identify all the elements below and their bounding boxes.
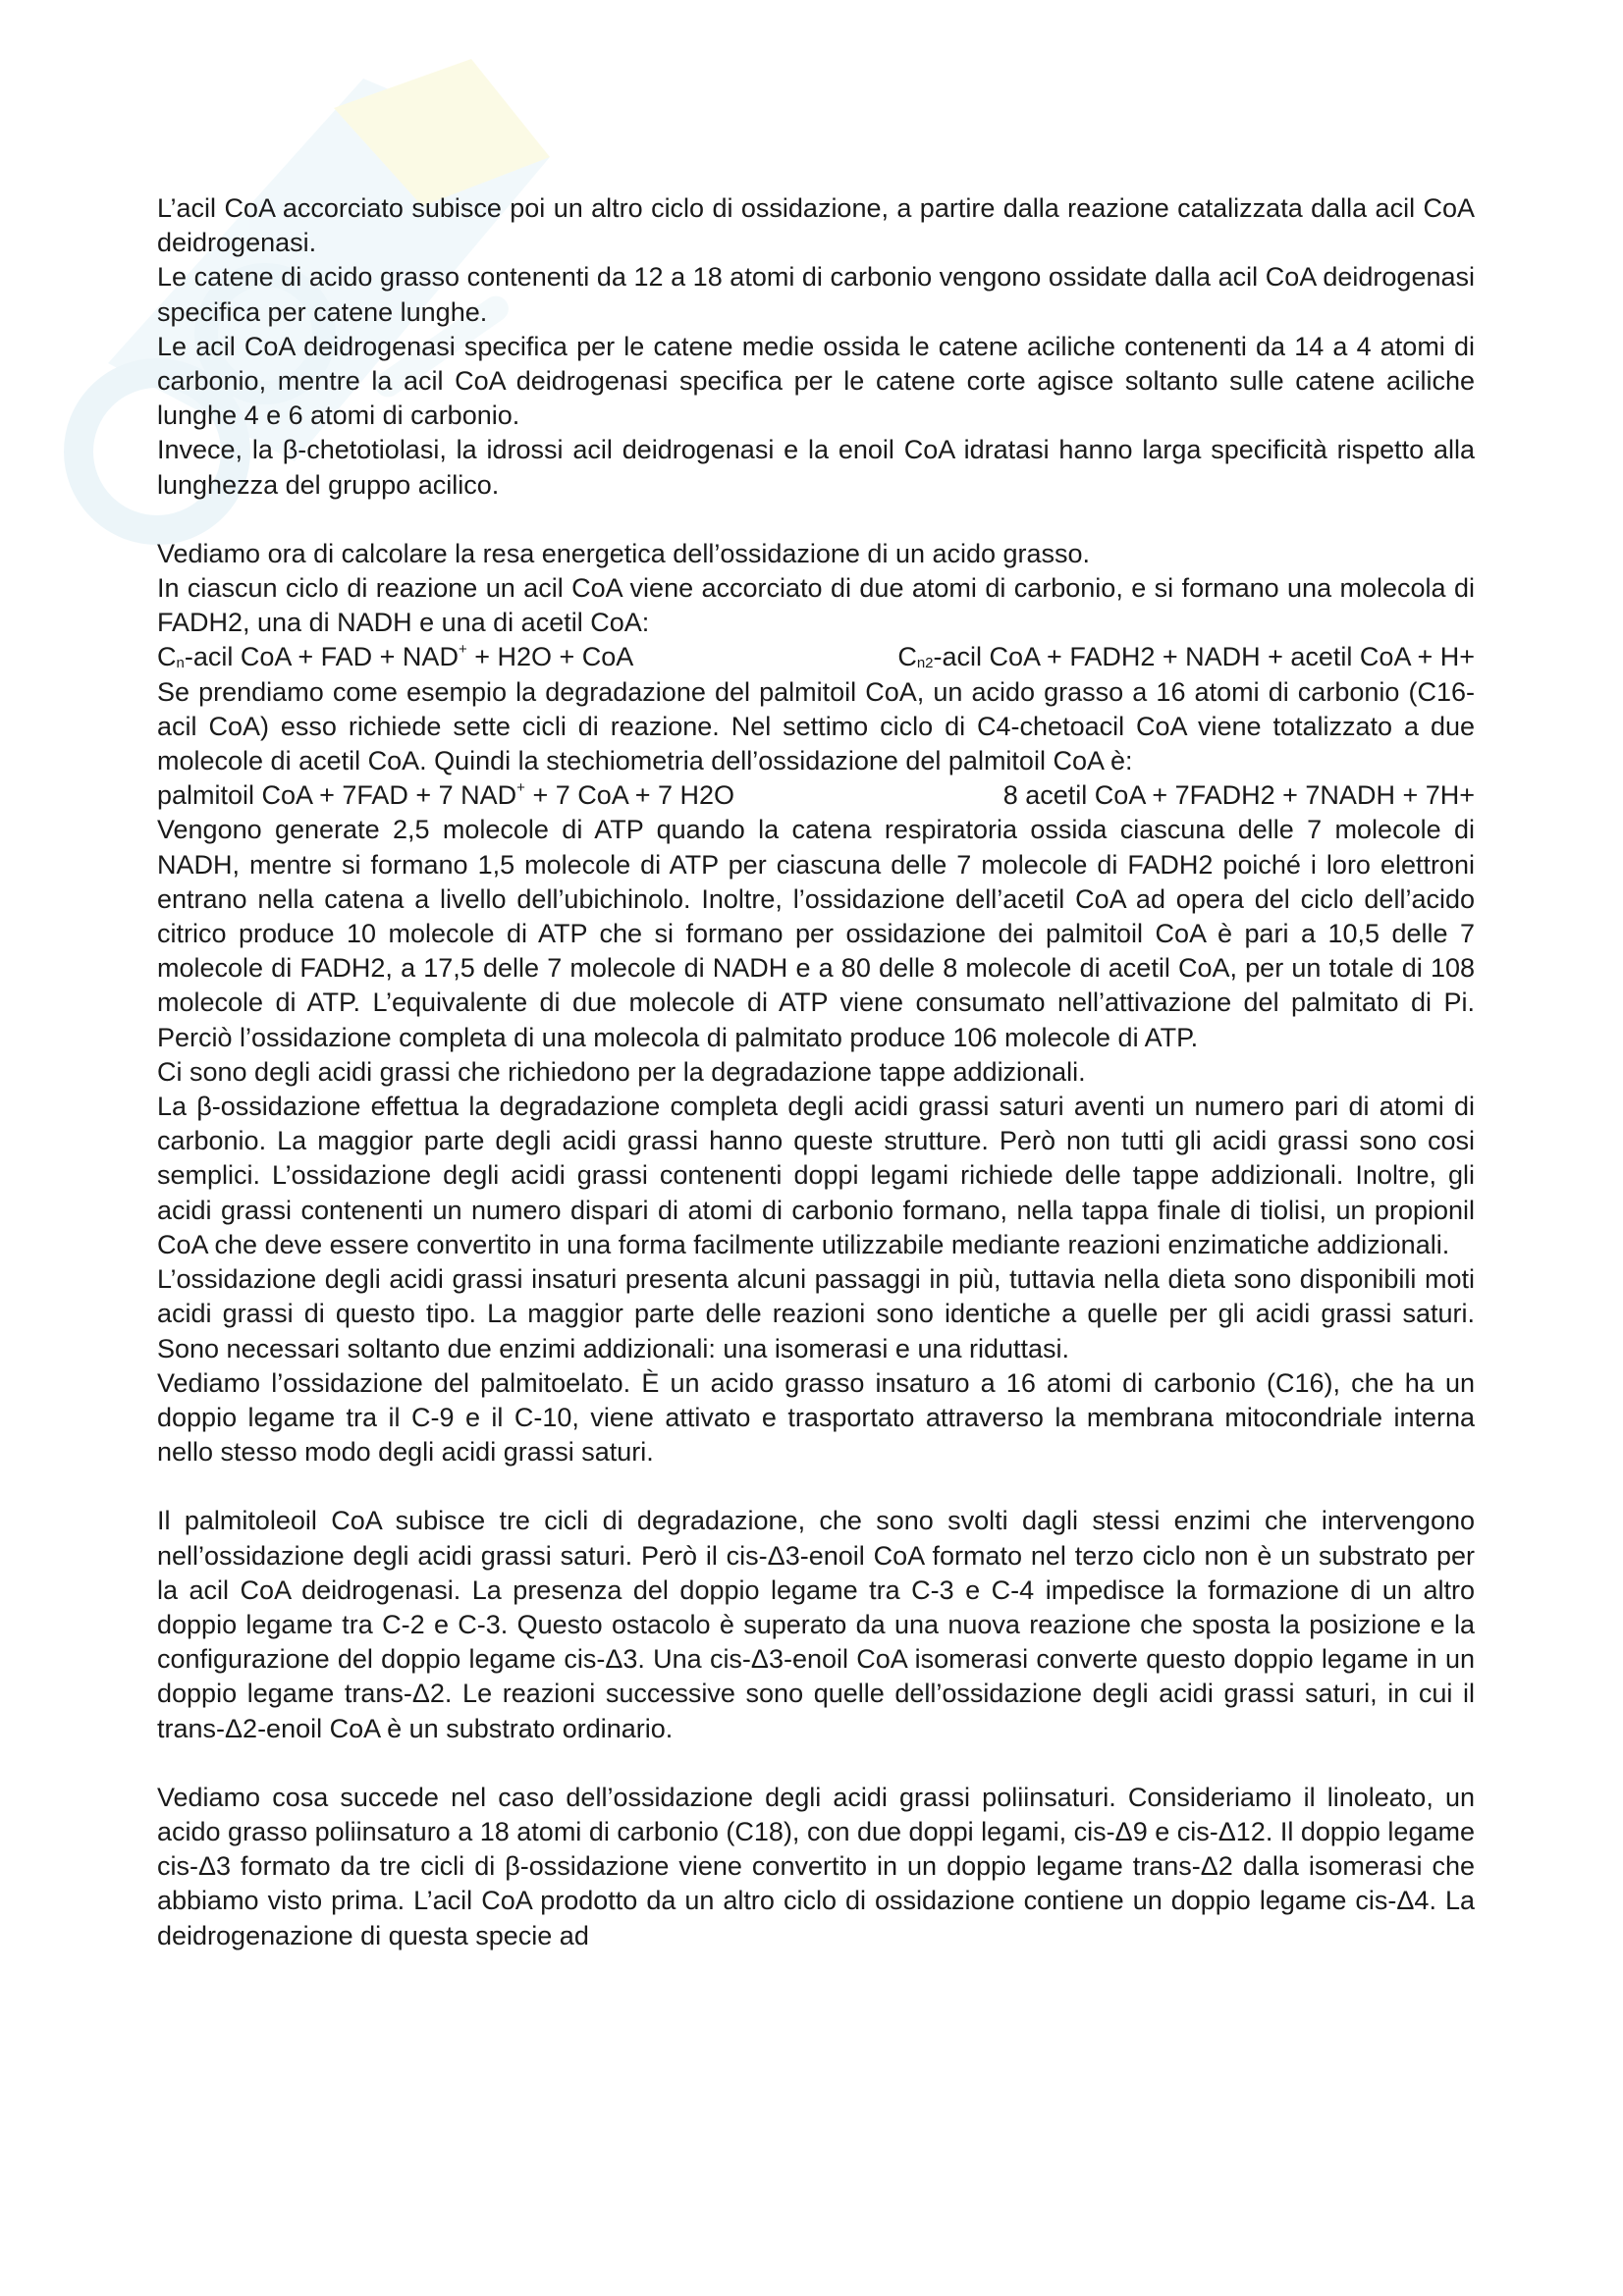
paragraph: Vengono generate 2,5 molecole di ATP quando la catena respiratoria ossida ciascuna delle 7 molecole di NADH, mentre si formano 1,5 molecole di ATP per ciascuna delle 7 molecole di FADH2 poiché i loro elettroni entrano nella catena a livello dell’ubichinolo. Inoltre, l’ossidazione dell’acetil CoA ad opera del ciclo dell’acido citrico produce 10 molecole di ATP che si formano per ossidazione dei palmitoil CoA è pari a 10,5 delle 7 molecole di FADH2, a 17,5 delle 7 molecole di NADH e a 80 delle 8 molecole di acetil CoA, per un totale di 108 molecole di ATP. L’equivalente di due molecole di ATP viene consumato nell’attivazione del palmitato di Pi. Perciò l’ossidazione completa di una molecola di palmitato produce 106 molecole di ATP. xyxy=(157,815,1475,1052)
equation-palmitoyl xyxy=(157,778,1475,813)
paragraph: Il palmitoleoil CoA subisce tre cicli di degradazione, che sono svolti dagli stessi enzimi che intervengono nell’ossidazione degli acidi grassi saturi. Però il cis-Δ3-enoil CoA formato nel terzo ciclo non è un substrato per la acil CoA deidrogenasi. La presenza del doppio legame tra C-3 e C-4 impedisce la formazione di un altro doppio legame tra C-2 e C-3. Questo ostacolo è superato da una nuova reazione che sposta la posizione e la configurazione del doppio legame cis-Δ3. Una cis-Δ3-enoil CoA isomerasi converte questo doppio legame in un doppio legame trans-Δ2. Le reazioni successive sono quelle dell’ossidazione degli acidi grassi saturi, in cui il trans-Δ2-enoil CoA è un substrato ordinario. xyxy=(157,1506,1475,1743)
paragraph: In ciascun ciclo di reazione un acil CoA viene accorciato di due atomi di carbonio, e si formano una molecola di FADH2, una di NADH e una di acetil CoA: xyxy=(157,573,1475,638)
paragraph: Ci sono degli acidi grassi che richiedono per la degradazione tappe addizionali. xyxy=(157,1056,1086,1087)
paragraph: Se prendiamo come esempio la degradazione del palmitoil CoA, un acido grasso a 16 atomi di carbonio (C16-acil CoA) esso richiede sette cicli di reazione. Nel settimo ciclo di C4-chetoacil CoA viene totalizzato a due molecole di acetil CoA. Quindi la stechiometria dell’ossidazione del palmitoil CoA è: xyxy=(157,676,1475,776)
paragraph: Vediamo l’ossidazione del palmitoelato. È un acido grasso insaturo a 16 atomi di carbonio (C16), che ha un doppio legame tra il C-9 e il C-10, viene attivato e trasportato attraverso la membrana mitocondriale interna nello stesso modo degli acidi grassi saturi. xyxy=(157,1367,1475,1468)
paragraph: Vediamo cosa succede nel caso dell’ossidazione degli acidi grassi poliinsaturi. Consideriamo il linoleato, un acido grasso poliinsaturo a 18 atomi di carbonio (C18), con due doppi legami, cis-Δ9 e cis-Δ12. Il doppio legame cis-Δ3 formato da tre cicli di β-ossidazione viene convertito in un doppio legame trans-Δ2 dalla isomerasi che abbiamo visto prima. L’acil CoA prodotto da un altro ciclo di ossidazione contiene un doppio legame cis-Δ4. La deidrogenazione di questa specie ad xyxy=(157,1782,1475,1950)
paragraph: Le catene di acido grasso contenenti da 12 a 18 atomi di carbonio vengono ossidate dalla acil CoA deidrogenasi specifica per catene lunghe. xyxy=(157,262,1475,327)
paragraph: L’ossidazione degli acidi grassi insaturi presenta alcuni passaggi in più, tuttavia nella dieta sono disponibili moti acidi grassi di questo tipo. La maggior parte delle reazioni sono identiche a quelle per gli acidi grassi saturi. Sono necessari soltanto due enzimi addizionali: una isomerasi e una riduttasi. xyxy=(157,1264,1475,1363)
paragraph: Le acil CoA deidrogenasi specifica per le catene medie ossida le catene aciliche contenenti da 14 a 4 atomi di carbonio, mentre la acil CoA deidrogenasi specifica per le catene corte agisce soltanto sulle catene aciliche lunghe 4 e 6 atomi di carbonio. xyxy=(157,331,1475,431)
equation-lhs: palmitoil CoA + 7FAD + 7 NAD+ + 7 CoA + 7 H2O xyxy=(157,779,735,811)
equation-acyl-cycle xyxy=(157,640,1475,674)
document-body xyxy=(157,191,1475,1953)
paragraph: Invece, la β-chetotiolasi, la idrossi acil deidrogenasi e la enoil CoA idratasi hanno larga specificità rispetto alla lunghezza del gruppo acilico. xyxy=(157,435,1475,500)
paragraph: Vediamo ora di calcolare la resa energetica dell’ossidazione di un acido grasso. xyxy=(157,538,1091,568)
equation-rhs: 8 acetil CoA + 7FADH2 + 7NADH + 7H+ xyxy=(1002,780,1475,811)
equation-rhs: $C_{n2}$-acil CoA + FADH2 + NADH + acetil CoA + H+ xyxy=(897,642,1475,672)
equation-lhs: $C_n$-acil CoA + FAD + NAD+ + H2O + CoA xyxy=(157,641,634,672)
paragraph: La β-ossidazione effettua la degradazione completa degli acidi grassi saturi aventi un numero pari di atomi di carbonio. La maggior parte degli acidi grassi hanno queste strutture. Però non tutti gli acidi grassi sono cosi semplici. L’ossidazione degli acidi grassi contenenti doppi legami richiede delle tappe addizionali. Inoltre, gli acidi grassi contenenti un numero dispari di atomi di carbonio formano, nella tappa finale di tiolisi, un propionil CoA che deve essere convertito in una forma facilmente utilizzabile mediante reazioni enzimatiche addizionali. xyxy=(157,1092,1475,1259)
paragraph: L’acil CoA accorciato subisce poi un altro ciclo di ossidazione, a partire dalla reazione catalizzata dalla acil CoA deidrogenasi. xyxy=(157,193,1475,258)
